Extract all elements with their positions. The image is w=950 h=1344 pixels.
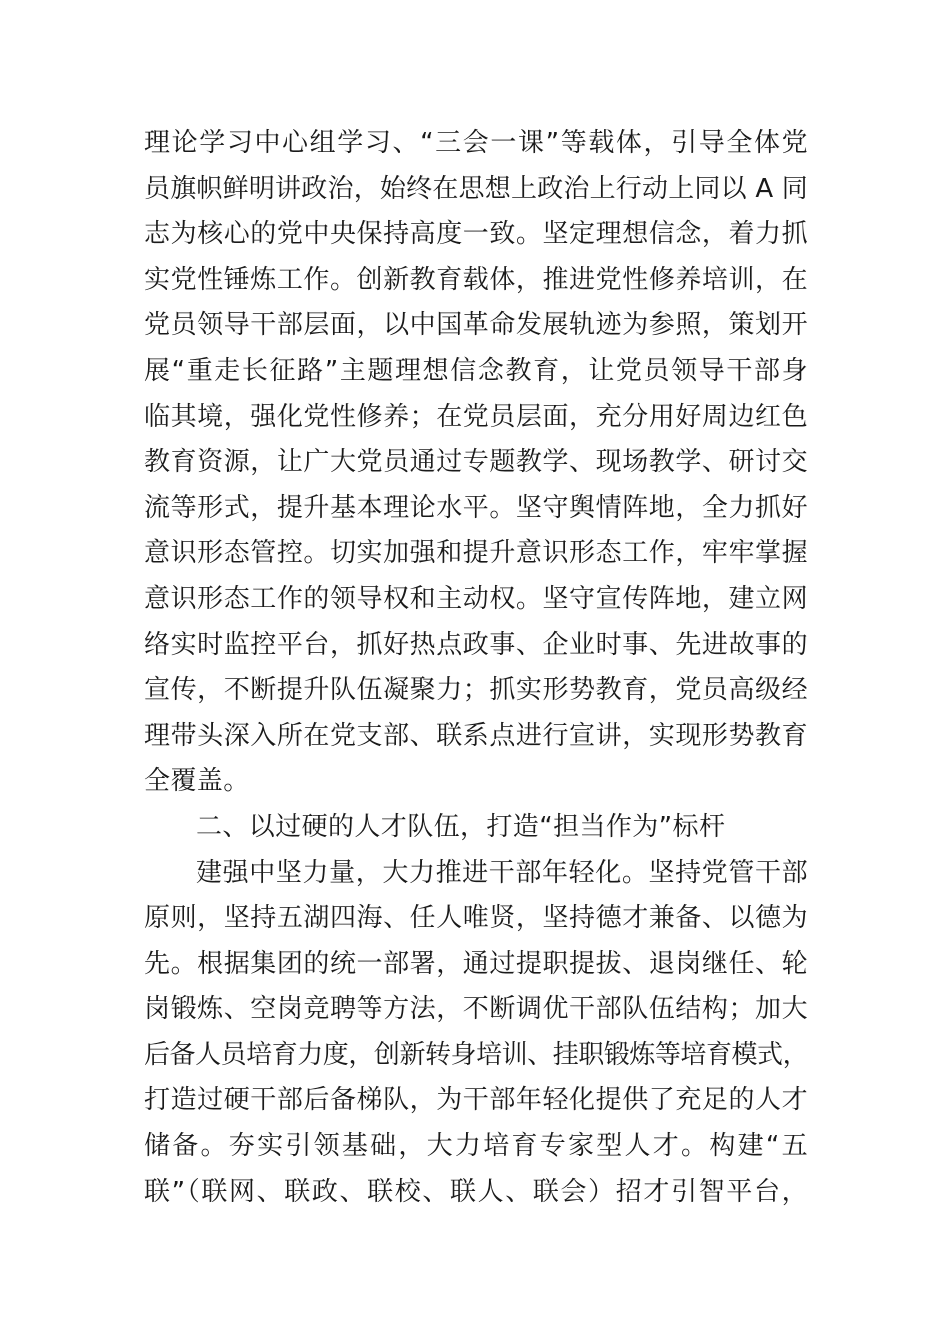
section-heading: 二、以过硬的人才队伍，打造“担当作为”标杆 <box>196 811 726 842</box>
text-line: 志为核心的党中央保持高度一致。坚定理想信念，着力抓 <box>144 219 808 250</box>
text-line: 先。根据集团的统一部署，通过提职提拔、退岗继任、轮 <box>144 948 808 979</box>
text-line: 员旗帜鲜明讲政治，始终在思想上政治上行动上同以 A 同 <box>144 173 808 204</box>
text-line: 理论学习中心组学习、“三会一课”等载体，引导全体党 <box>144 128 808 158</box>
text-line: 原则，坚持五湖四海、任人唯贤，坚持德才兼备、以德为 <box>144 903 808 934</box>
text-line: 党员领导干部层面，以中国革命发展轨迹为参照，策划开 <box>144 310 808 341</box>
text-line: 临其境，强化党性修养；在党员层面，充分用好周边红色 <box>144 401 808 432</box>
text-line: 教育资源，让广大党员通过专题教学、现场教学、研讨交 <box>144 447 808 478</box>
text-line: 展“重走长征路”主题理想信念教育，让党员领导干部身 <box>144 355 808 386</box>
text-line: 流等形式，提升基本理论水平。坚守舆情阵地，全力抓好 <box>144 492 808 523</box>
text-line: 宣传，不断提升队伍凝聚力；抓实形势教育，党员高级经 <box>144 675 808 706</box>
text-line: 联”（联网、联政、联校、联人、联会）招才引智平台， <box>144 1176 808 1207</box>
text-line: 络实时监控平台，抓好热点政事、企业时事、先进故事的 <box>144 629 808 660</box>
text-line: 理带头深入所在党支部、联系点进行宣讲，实现形势教育 <box>144 720 808 751</box>
text-line: 建强中坚力量，大力推进干部年轻化。坚持党管干部 <box>196 857 808 888</box>
text-line: 意识形态工作的领导权和主动权。坚守宣传阵地，建立网 <box>144 583 808 614</box>
text-line: 岗锻炼、空岗竞聘等方法，不断调优干部队伍结构；加大 <box>144 994 808 1025</box>
text-line: 意识形态管控。切实加强和提升意识形态工作，牢牢掌握 <box>144 538 808 569</box>
text-line: 实党性锤炼工作。创新教育载体，推进党性修养培训，在 <box>144 264 808 295</box>
text-line: 后备人员培育力度，创新转身培训、挂职锻炼等培育模式， <box>144 1039 808 1070</box>
text-line: 储备。夯实引领基础，大力培育专家型人才。构建“五 <box>144 1131 808 1162</box>
text-line: 全覆盖。 <box>144 766 250 797</box>
text-line: 打造过硬干部后备梯队，为干部年轻化提供了充足的人才 <box>144 1085 808 1116</box>
document-body <box>144 121 808 1215</box>
